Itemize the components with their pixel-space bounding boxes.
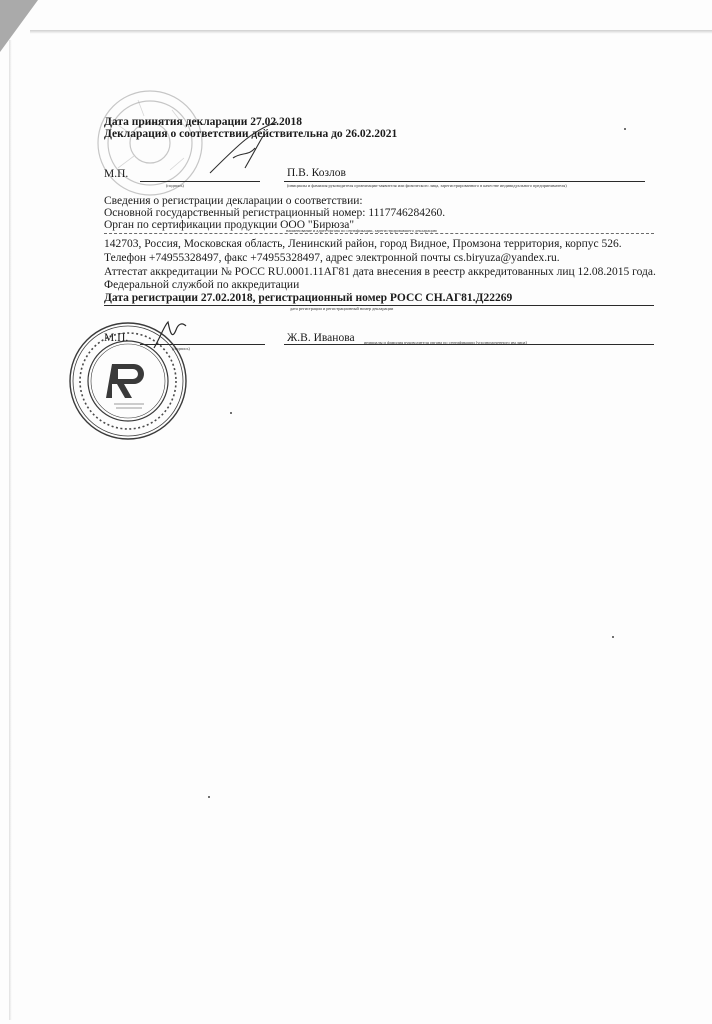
accreditation: Аттестат аккредитации № РОСС RU.0001.11АГ81 дата внесения в реестр аккредитованных лиц 12.08.2015 года. (104, 266, 656, 278)
address: 142703, Россия, Московская область, Ленинский район, город Видное, Промзона территория, корпус 526. (104, 238, 622, 250)
registration-date-number: Дата регистрации 27.02.2018, регистрационный номер РОСС CH.АГ81.Д22269 (104, 292, 513, 304)
mp-label: М.П. (104, 168, 129, 180)
scan-speck (612, 636, 614, 638)
contacts: Телефон +74955328497, факс +74955328497, адрес электронной почты cs.biryuza@yandex.ru. (104, 252, 560, 264)
applicant-name: П.В. Козлов (287, 167, 346, 179)
name-line (284, 181, 645, 182)
signature-caption: (подпись) (172, 346, 190, 351)
certification-body-caption: наименование и адрес органа по сертификации, зарегистрировавшего декларацию (286, 228, 438, 233)
page-corner-fold (0, 0, 38, 52)
scan-speck (208, 796, 210, 798)
scan-edge (9, 40, 12, 1020)
certification-body: Орган по сертификации продукции ООО "Бирюза" (104, 219, 355, 231)
acceptance-date: Дата принятия декларации 27.02.2018 (104, 116, 303, 128)
accreditation-body: Федеральной службой по аккредитации (104, 279, 300, 291)
signature-line (140, 181, 260, 182)
validity-date: Декларация о соответствии действительна до 26.02.2021 (104, 128, 398, 140)
name-caption: инициалы и фамилия руководителя органа по сертификации (уполномоченного им лица) (364, 340, 527, 345)
mp-label: М.П. (104, 332, 129, 344)
registration-caption: дата регистрации и регистрационный номер декларации (290, 306, 394, 311)
body-line (104, 233, 654, 234)
certifier-name: Ж.В. Иванова (287, 332, 355, 344)
registration-heading: Сведения о регистрации декларации о соответствии: (104, 195, 363, 207)
scan-speck (230, 412, 232, 414)
ogrn: Основной государственный регистрационный номер: 1117746284260. (104, 207, 446, 219)
scan-speck (624, 128, 626, 130)
name-caption: (инициалы и фамилия руководителя организации-заявителя или физического лица, зарегистрированного в качестве индивидуального предпринимателя) (287, 183, 567, 188)
signature-caption: (подпись) (166, 183, 184, 188)
signature-line (140, 344, 265, 345)
scan-edge (30, 30, 712, 34)
